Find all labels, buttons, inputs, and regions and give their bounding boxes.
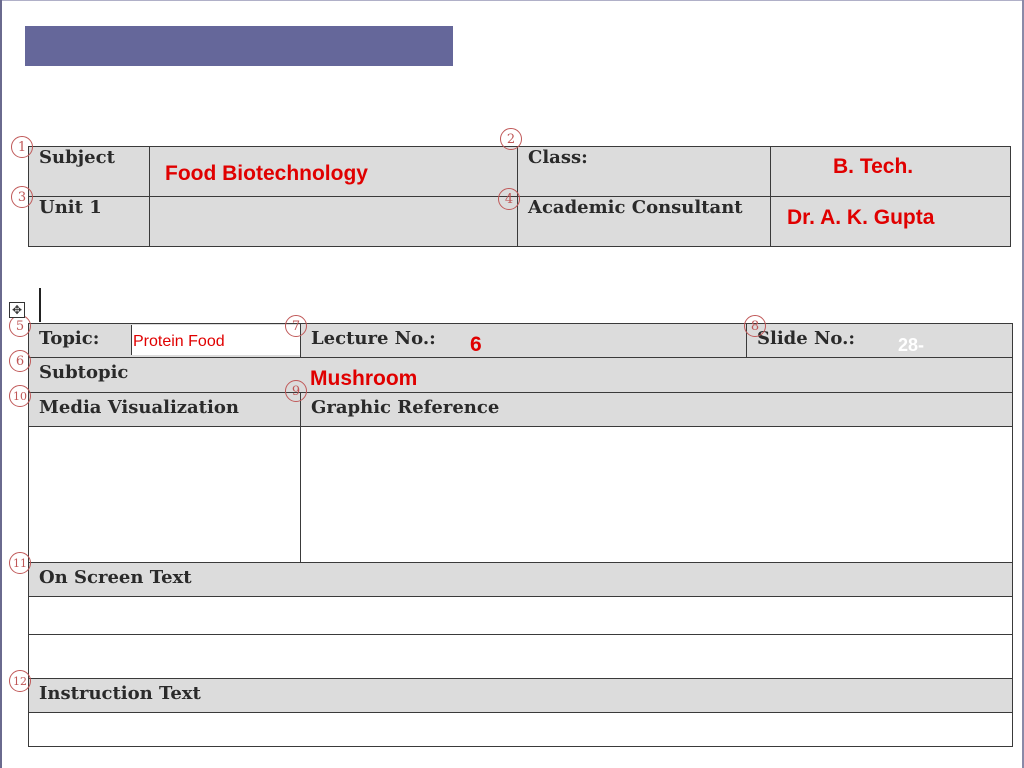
on-screen-text-row-1[interactable] (29, 597, 1013, 635)
marker-2: 2 (500, 128, 522, 150)
move-handle-icon[interactable]: ✥ (9, 302, 25, 318)
class-label: Class: (528, 147, 588, 168)
on-screen-text-row-2[interactable] (29, 635, 1013, 679)
slide-no-cell (747, 324, 1013, 358)
slide-no-value: 28- (898, 335, 925, 355)
instruction-text-label: Instruction Text (39, 683, 201, 704)
marker-8: 8 (744, 315, 766, 337)
marker-4: 4 (498, 188, 520, 210)
marker-7: 7 (285, 315, 307, 337)
instruction-text-row[interactable] (29, 713, 1013, 747)
subject-label-cell (29, 147, 150, 197)
marker-6: 6 (9, 350, 31, 372)
on-screen-text-label: On Screen Text (39, 567, 192, 588)
graphic-reference-area[interactable] (301, 427, 1013, 563)
class-value: B. Tech. (833, 155, 914, 178)
marker-9: 9 (285, 380, 307, 402)
marker-5: 5 (9, 315, 31, 337)
class-label-cell (518, 147, 771, 197)
subtopic-label: Subtopic (39, 362, 129, 383)
text-cursor (39, 288, 41, 322)
lecture-cell (301, 324, 747, 358)
marker-1: 1 (11, 136, 33, 158)
topic-value: Protein Food (133, 333, 225, 350)
marker-11: 11 (9, 552, 31, 574)
graphic-reference-cell (301, 393, 1013, 427)
title-bar (25, 26, 453, 66)
instruction-text-cell (29, 679, 1013, 713)
subtopic-value: Mushroom (310, 367, 418, 390)
marker-12: 12 (9, 670, 31, 692)
subtopic-cell (29, 358, 1013, 393)
unit-label: Unit 1 (39, 197, 102, 218)
subject-value: Food Biotechnology (165, 162, 368, 185)
marker-10: 10 (9, 385, 31, 407)
slide-border-left (0, 0, 2, 768)
consultant-label-cell (518, 197, 771, 247)
subject-label: Subject (39, 147, 115, 168)
media-visualization-label: Media Visualization (39, 397, 239, 418)
unit-value-cell (150, 197, 518, 247)
marker-3: 3 (11, 186, 33, 208)
lecture-label: Lecture No.: (311, 328, 436, 349)
slide-info-table (28, 323, 1013, 747)
consultant-label: Academic Consultant (528, 197, 743, 218)
slide-no-label: Slide No.: (757, 328, 856, 349)
media-visualization-area[interactable] (29, 427, 301, 563)
media-visualization-cell (29, 393, 301, 427)
graphic-reference-label: Graphic Reference (311, 397, 500, 418)
slide-border-top (0, 0, 1024, 1)
lecture-value: 6 (470, 333, 482, 356)
consultant-value: Dr. A. K. Gupta (787, 206, 935, 229)
topic-label: Topic: (39, 328, 100, 349)
unit-label-cell (29, 197, 150, 247)
on-screen-text-cell (29, 563, 1013, 597)
